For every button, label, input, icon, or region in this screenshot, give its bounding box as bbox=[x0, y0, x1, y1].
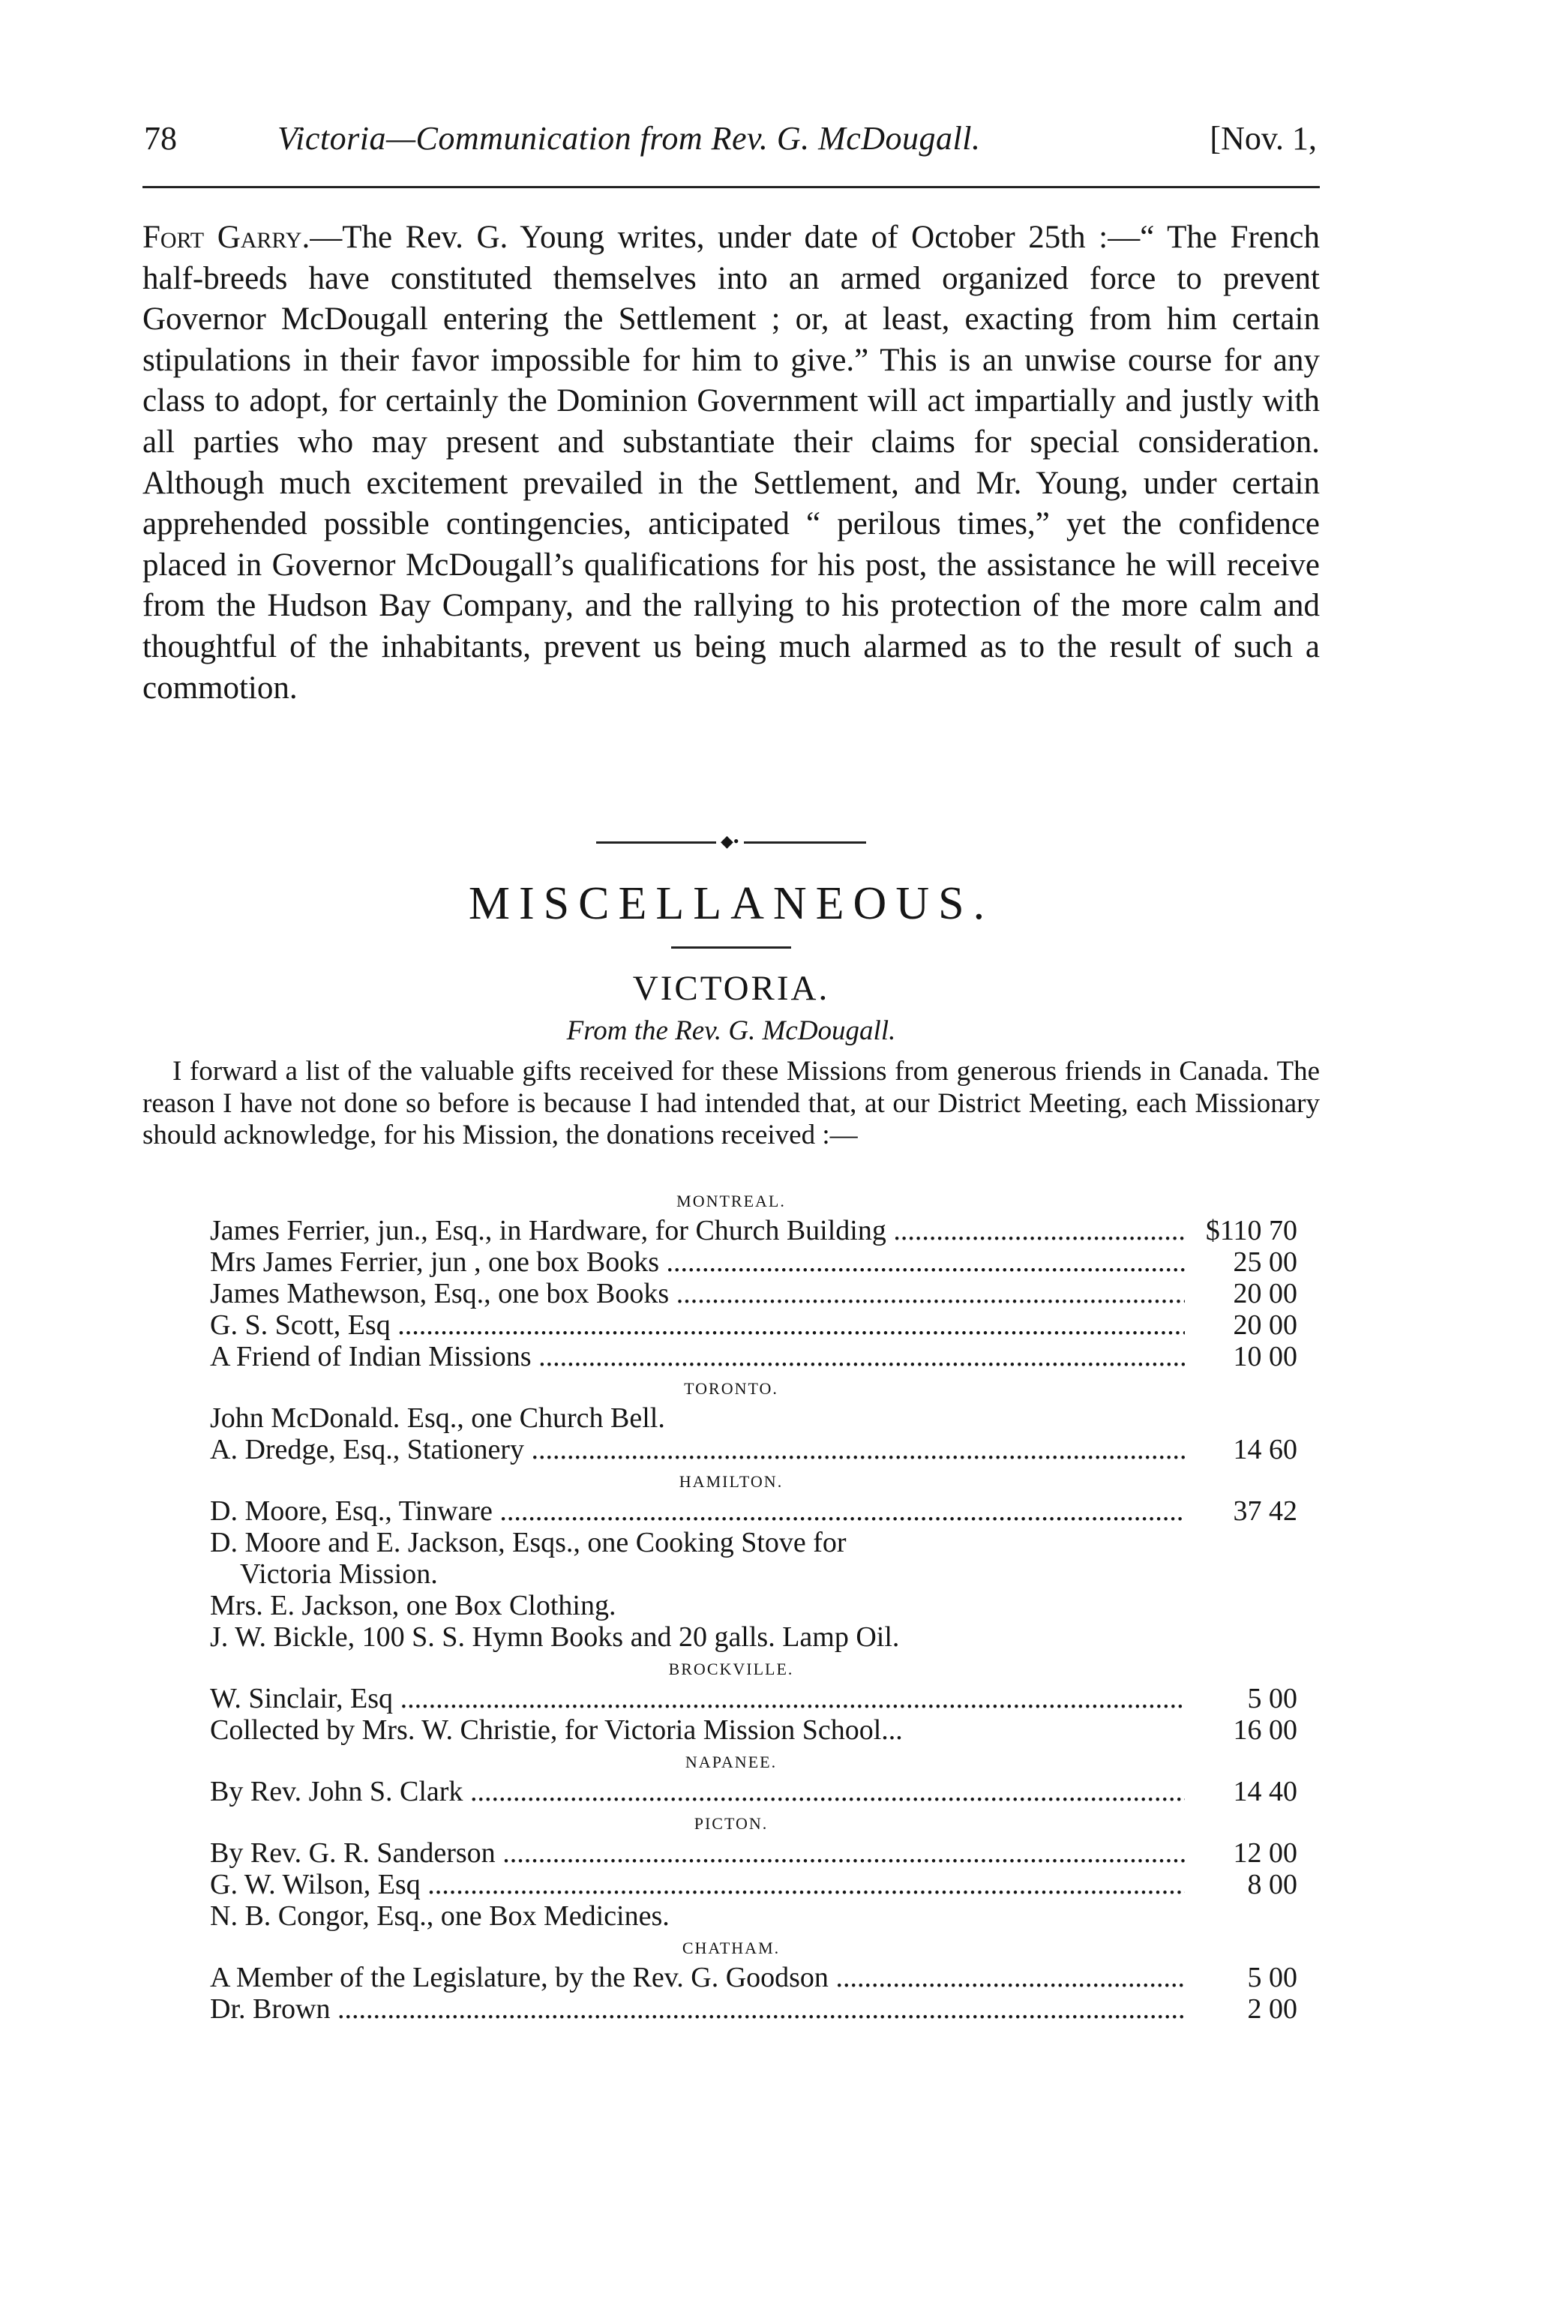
group-heading: CHATHAM. bbox=[682, 1939, 781, 1957]
list-item bbox=[142, 1402, 1320, 1434]
section-title: MISCELLANEOUS. bbox=[468, 878, 994, 929]
list-item bbox=[142, 1993, 1320, 2025]
title-rule bbox=[671, 946, 791, 949]
from-line: From the Rev. G. McDougall. bbox=[566, 1015, 896, 1046]
group-heading: MONTREAL. bbox=[676, 1192, 786, 1210]
item-amount: 2 00 bbox=[1247, 1993, 1297, 2025]
item-description: J. W. Bickle, 100 S. S. Hymn Books and 20 galls. Lamp Oil. bbox=[210, 1621, 900, 1653]
item-description: Collected by Mrs. W. Christie, for Victoria Mission School... bbox=[210, 1714, 903, 1746]
fort-garry-text: —The Rev. G. Young writes, under date of October 25th :—“ The French half-breeds have constituted themselves into an armed organized force to prevent Governor McDougall entering the Settlement ; or, at least, exacting from him certain stipulations in their favor impossible for him to give.” This is an unwise course for any class to adopt, for certainly the Dominion Government will act impartially and justly with all parties who may present and substantiate their claims for special consideration. Although much excitement prevailed in the Settlement, and Mr. Young, under certain apprehended possible contingencies, anticipated “ perilous times,” yet the confidence placed in Governor McDougall’s qualifications for his post, the assistance he will receive from the Hudson Bay Company, and the rallying to his protection of the more calm and thoughtful of the inhabitants, prevent us being much alarmed as to the result of such a commotion. bbox=[142, 220, 1320, 706]
list-item bbox=[142, 1962, 1320, 1993]
list-item bbox=[142, 1590, 1320, 1621]
item-amount: 16 00 bbox=[1233, 1714, 1297, 1746]
item-amount: 14 40 bbox=[1233, 1776, 1297, 1807]
item-amount: $110 70 bbox=[1205, 1215, 1297, 1246]
donation-list bbox=[142, 1185, 1320, 2025]
item-description: Dr. Brown ..... bbox=[210, 1993, 1185, 2025]
list-item bbox=[142, 1776, 1320, 1807]
fort-garry-lead: Fort Garry. bbox=[142, 220, 310, 255]
group-heading: TORONTO. bbox=[684, 1379, 778, 1398]
list-item bbox=[142, 1495, 1320, 1527]
item-description: James Mathewson, Esq., one box Books ..... bbox=[210, 1278, 1185, 1309]
list-item bbox=[142, 1683, 1320, 1714]
item-description: James Ferrier, jun., Esq., in Hardware, for Church Building ..... bbox=[210, 1215, 1185, 1246]
item-description: G. S. Scott, Esq ..... bbox=[210, 1309, 1185, 1341]
item-amount: 5 00 bbox=[1247, 1683, 1297, 1714]
item-description: A Friend of Indian Missions ..... bbox=[210, 1341, 1185, 1372]
section-subtitle: VICTORIA. bbox=[632, 969, 830, 1008]
item-description: By Rev. G. R. Sanderson ..... bbox=[210, 1837, 1185, 1869]
list-item bbox=[142, 1309, 1320, 1341]
item-amount: 20 00 bbox=[1233, 1278, 1297, 1309]
list-item bbox=[142, 1558, 1320, 1590]
section-divider-ornament: ◆• bbox=[596, 841, 866, 844]
item-description: A Member of the Legislature, by the Rev. G. Goodson ..... bbox=[210, 1962, 1185, 1993]
item-amount: 12 00 bbox=[1233, 1837, 1297, 1869]
running-title: Victoria—Communication from Rev. G. McDougall. bbox=[277, 120, 981, 157]
list-item bbox=[142, 1341, 1320, 1372]
page-number: 78 bbox=[144, 120, 177, 157]
item-amount: 25 00 bbox=[1233, 1246, 1297, 1278]
item-amount: 14 60 bbox=[1233, 1434, 1297, 1465]
header-date: [Nov. 1, bbox=[1210, 120, 1317, 157]
item-description: N. B. Congor, Esq., one Box Medicines. bbox=[210, 1900, 670, 1932]
item-description: D. Moore and E. Jackson, Esqs., one Cooking Stove for bbox=[210, 1527, 847, 1558]
item-description: By Rev. John S. Clark ..... bbox=[210, 1776, 1185, 1807]
item-description: A. Dredge, Esq., Stationery ..... bbox=[210, 1434, 1185, 1465]
group-heading: PICTON. bbox=[694, 1814, 769, 1833]
list-item bbox=[142, 1869, 1320, 1900]
page bbox=[142, 0, 1320, 2324]
item-description: W. Sinclair, Esq ..... bbox=[210, 1683, 1185, 1714]
list-item bbox=[142, 1714, 1320, 1746]
running-header bbox=[142, 112, 1320, 165]
item-description: Mrs. E. Jackson, one Box Clothing. bbox=[210, 1590, 616, 1621]
item-description: D. Moore, Esq., Tinware ..... bbox=[210, 1495, 1185, 1527]
item-description: G. W. Wilson, Esq ..... bbox=[210, 1869, 1185, 1900]
group-heading: NAPANEE. bbox=[685, 1753, 778, 1771]
item-amount: 5 00 bbox=[1247, 1962, 1297, 1993]
item-amount: 20 00 bbox=[1233, 1309, 1297, 1341]
item-amount: 10 00 bbox=[1233, 1341, 1297, 1372]
item-description: Mrs James Ferrier, jun , one box Books ..... bbox=[210, 1246, 1185, 1278]
list-item bbox=[142, 1278, 1320, 1309]
list-item bbox=[142, 1246, 1320, 1278]
item-description: Victoria Mission. bbox=[240, 1558, 438, 1590]
item-amount: 8 00 bbox=[1247, 1869, 1297, 1900]
list-item bbox=[142, 1434, 1320, 1465]
list-item bbox=[142, 1527, 1320, 1558]
list-item bbox=[142, 1837, 1320, 1869]
group-heading: BROCKVILLE. bbox=[668, 1660, 794, 1678]
item-description: John McDonald. Esq., one Church Bell. bbox=[210, 1402, 665, 1434]
list-item bbox=[142, 1900, 1320, 1932]
list-item bbox=[142, 1215, 1320, 1246]
list-item bbox=[142, 1621, 1320, 1653]
header-rule bbox=[142, 186, 1320, 188]
group-heading: HAMILTON. bbox=[679, 1472, 784, 1491]
item-amount: 37 42 bbox=[1233, 1495, 1297, 1527]
fort-garry-paragraph bbox=[142, 217, 1320, 709]
intro-paragraph: I forward a list of the valuable gifts received for these Missions from generous friends in Canada. The reason I have not done so before is because I had intended that, at our District Meeting, each Missionary should acknowledge, for his Mission, the donations received :— bbox=[142, 1056, 1320, 1150]
